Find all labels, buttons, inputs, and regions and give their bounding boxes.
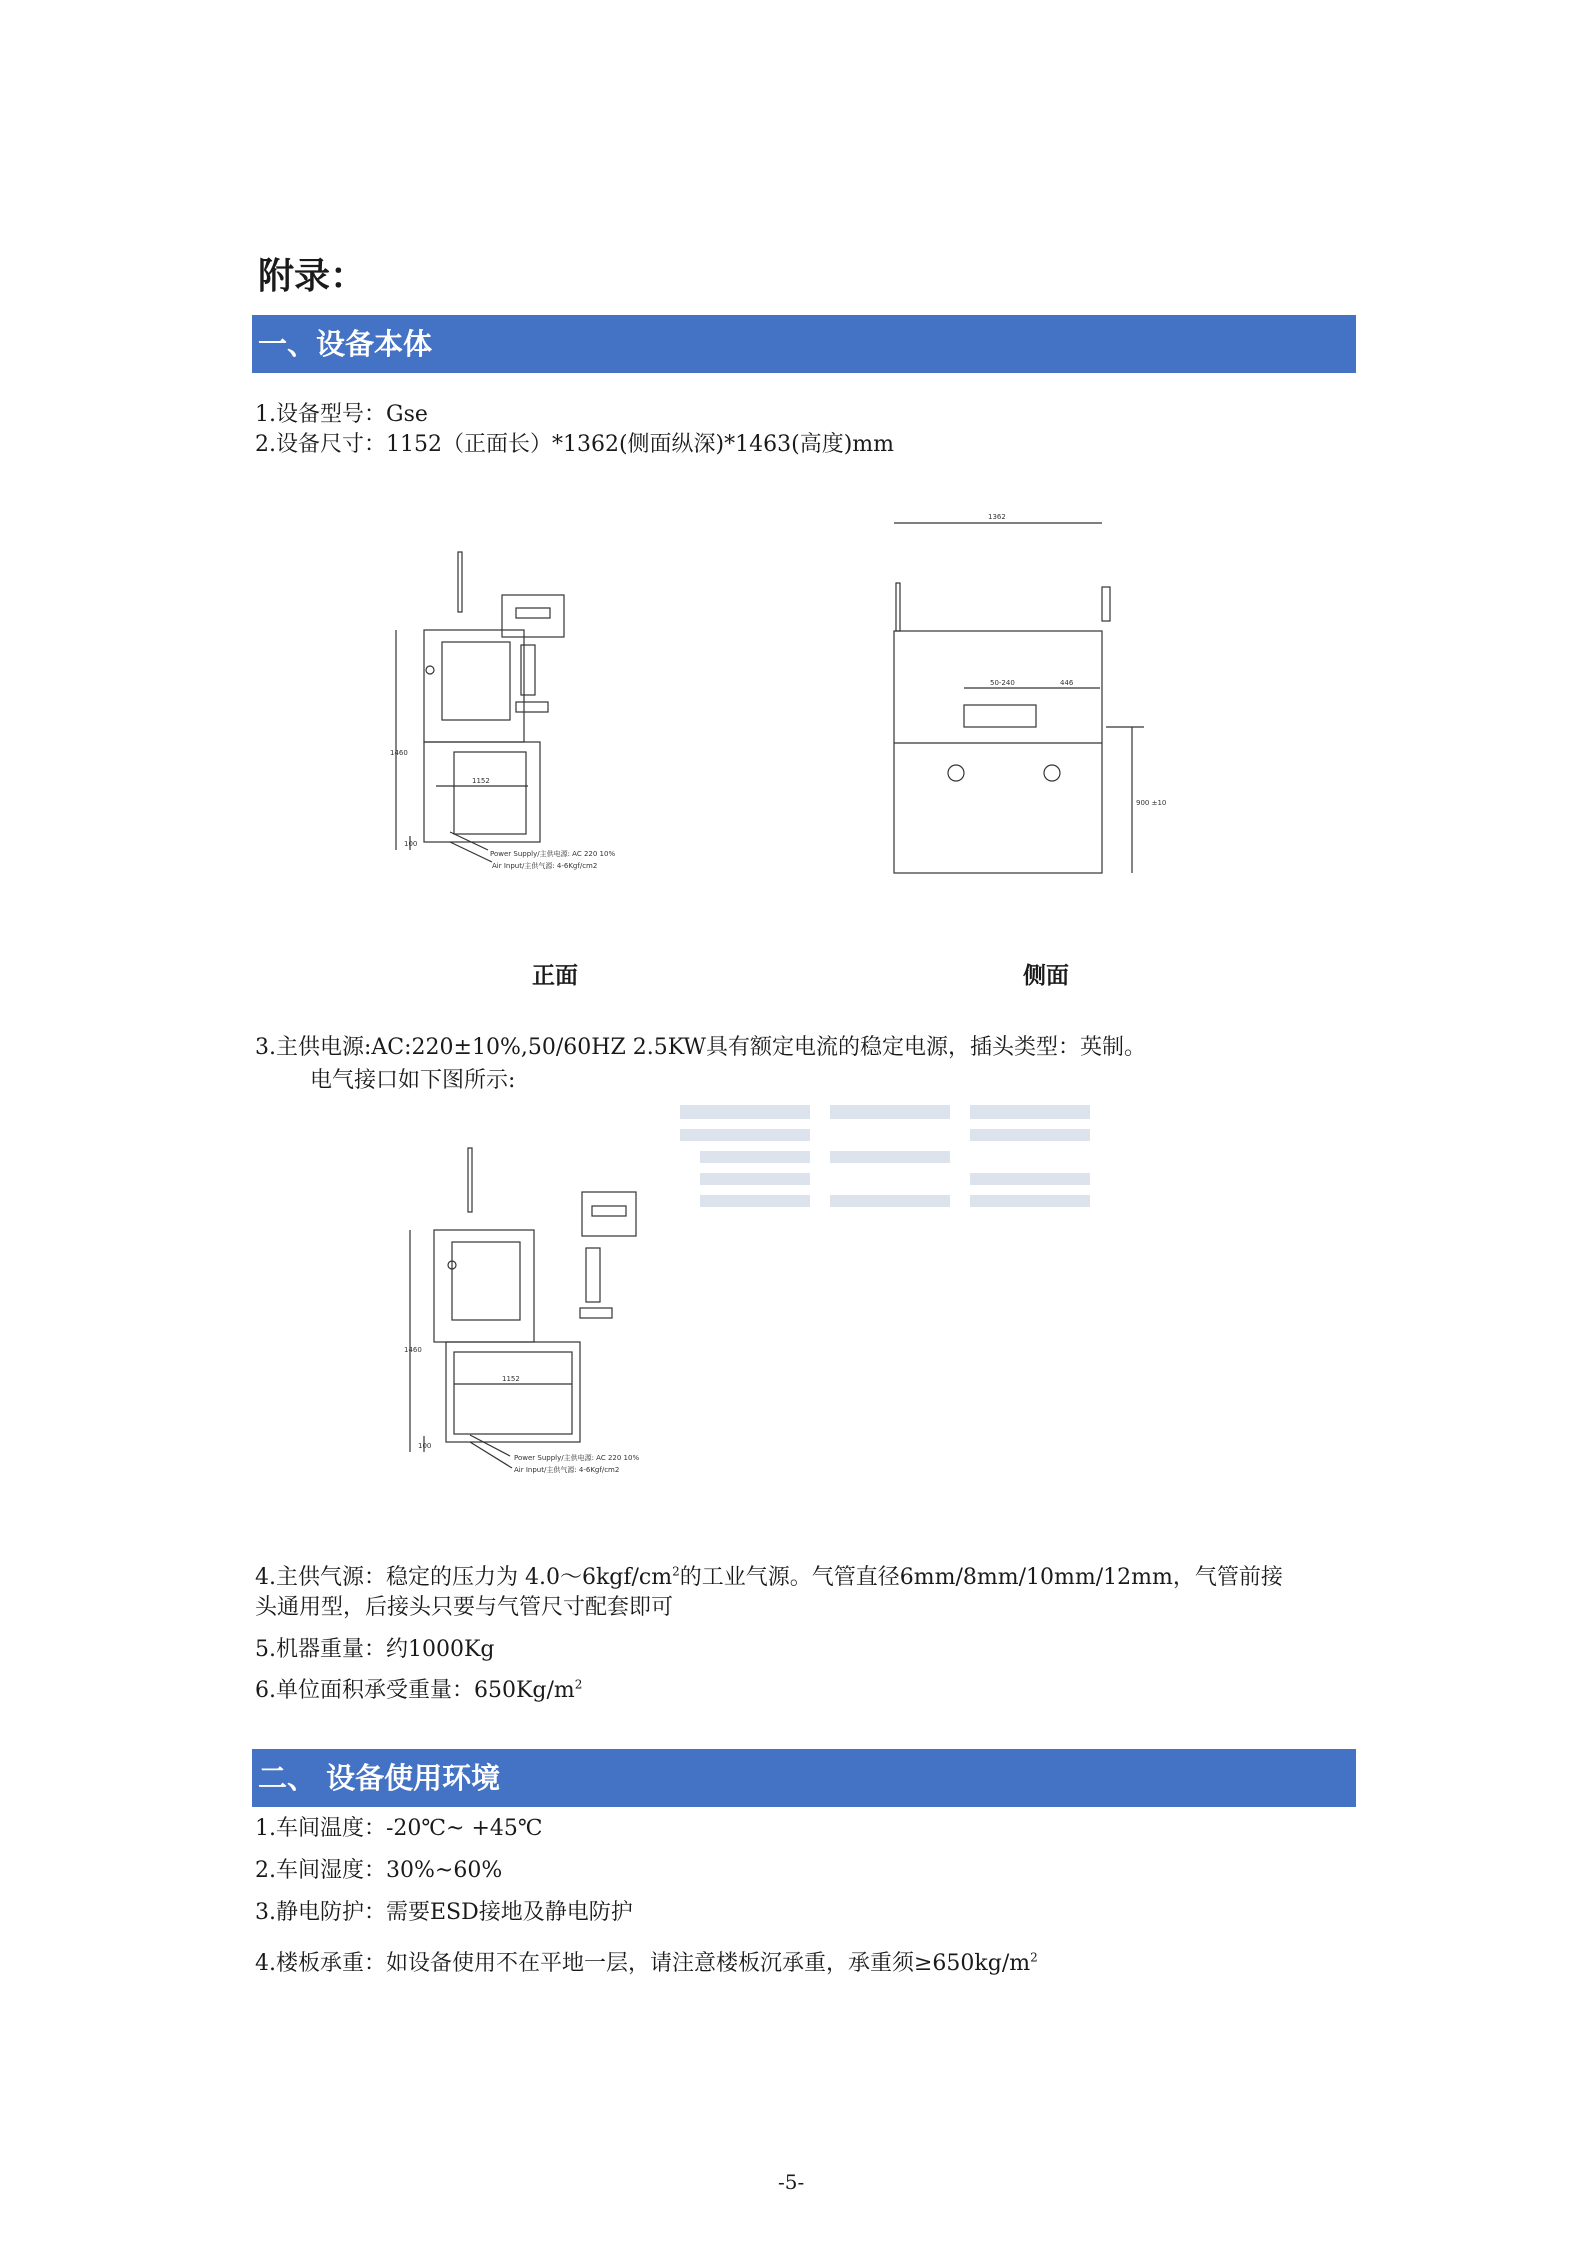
air-line1-pre: 4.主供气源：稳定的压力为 4.0～6kgf/cm (255, 1565, 673, 1590)
keyboard-tray (580, 1308, 612, 1318)
upper-cabinet (424, 630, 524, 742)
gkg-watermark-logo (680, 1095, 1100, 1245)
size-line: 2.设备尺寸：1152（正面长）*1362(侧面纵深)*1463(高度)mm (255, 432, 895, 457)
side-range-label: 50-240 (990, 679, 1015, 687)
front-power-label: Power Supply/主供电源: AC 220 10% (490, 850, 616, 858)
appendix-title: 附录： (258, 256, 367, 297)
side-port-right (1044, 765, 1060, 781)
power-line1: 3.主供电源:AC:220±10%,50/60HZ 2.5KW具有额定电流的稳定电源，插头类型：英制。 (255, 1035, 1146, 1060)
section1-heading: 一、设备本体 (252, 315, 1356, 373)
air-line2: 头通用型，后接头只要与气管尺寸配套即可 (255, 1595, 674, 1620)
signal-tower (468, 1148, 472, 1212)
interface-foot-label: 100 (418, 1442, 432, 1450)
lower-door (454, 1352, 572, 1434)
front-caption: 正面 (532, 963, 578, 989)
front-width-label: 1152 (472, 777, 490, 785)
upper-cabinet (434, 1230, 534, 1342)
side-offset-label: 446 (1060, 679, 1074, 687)
button-panel (586, 1248, 600, 1302)
weight-line: 5.机器重量：约1000Kg (255, 1637, 495, 1662)
lower-cabinet (424, 742, 540, 842)
monitor (582, 1192, 636, 1236)
interface-height-label: 1460 (404, 1346, 422, 1354)
side-signal-tower (896, 583, 900, 631)
floor-sup: 2 (1030, 1950, 1038, 1965)
side-body (894, 631, 1102, 873)
monitor (502, 595, 564, 637)
interface-width-label: 1152 (502, 1375, 520, 1383)
load-sup: 2 (574, 1677, 583, 1692)
power-line2: 电气接口如下图所示: (310, 1068, 516, 1093)
model-line: 1.设备型号：Gse (255, 402, 428, 427)
side-caption: 侧面 (1023, 963, 1069, 989)
temp-line: 1.车间温度：-20℃~ +45℃ (255, 1816, 543, 1841)
lower-cabinet (446, 1342, 580, 1442)
front-foot-label: 100 (404, 840, 418, 848)
side-monitor (1102, 587, 1110, 621)
humidity-line: 2.车间湿度：30%~60% (255, 1858, 503, 1883)
logo-plate (592, 1206, 626, 1216)
pcb-conveyor (964, 705, 1036, 727)
button-panel (521, 645, 535, 695)
interface-power-label: Power Supply/主供电源: AC 220 10% (514, 1454, 640, 1462)
front-view-drawing (380, 540, 700, 910)
air-line1-post: 的工业气源。气管直径6mm/8mm/10mm/12mm，气管前接 (679, 1565, 1283, 1590)
side-depth-label: 1362 (988, 513, 1006, 521)
front-air-label: Air Input/主供气源: 4-6Kgf/cm2 (492, 862, 598, 870)
air-line1 (255, 1560, 1283, 1591)
air-line1-sup: 2 (672, 1564, 680, 1579)
indicator-light (426, 666, 434, 674)
side-port-left (948, 765, 964, 781)
floor-line (255, 1946, 1038, 1977)
side-view-drawing (880, 505, 1190, 885)
load-line (255, 1673, 582, 1704)
side-height-label: 900 ±10 (1136, 799, 1167, 807)
window (452, 1242, 520, 1320)
keyboard-tray (516, 702, 548, 712)
interface-air-label: Air Input/主供气源: 4-6Kgf/cm2 (514, 1466, 620, 1474)
front-height-label: 1460 (390, 749, 408, 757)
lower-door (454, 752, 526, 834)
window (442, 642, 510, 720)
signal-tower (458, 552, 462, 612)
esd-line: 3.静电防护：需要ESD接地及静电防护 (255, 1900, 633, 1925)
section2-heading: 二、 设备使用环境 (252, 1749, 1356, 1807)
page-number: -5- (778, 2170, 805, 2194)
load-pre: 6.单位面积承受重量：650Kg/m (255, 1678, 575, 1703)
electrical-interface-drawing (390, 1130, 710, 1500)
logo-plate (516, 608, 550, 618)
floor-pre: 4.楼板承重：如设备使用不在平地一层，请注意楼板沉承重，承重须≥650kg/m (255, 1951, 1031, 1976)
